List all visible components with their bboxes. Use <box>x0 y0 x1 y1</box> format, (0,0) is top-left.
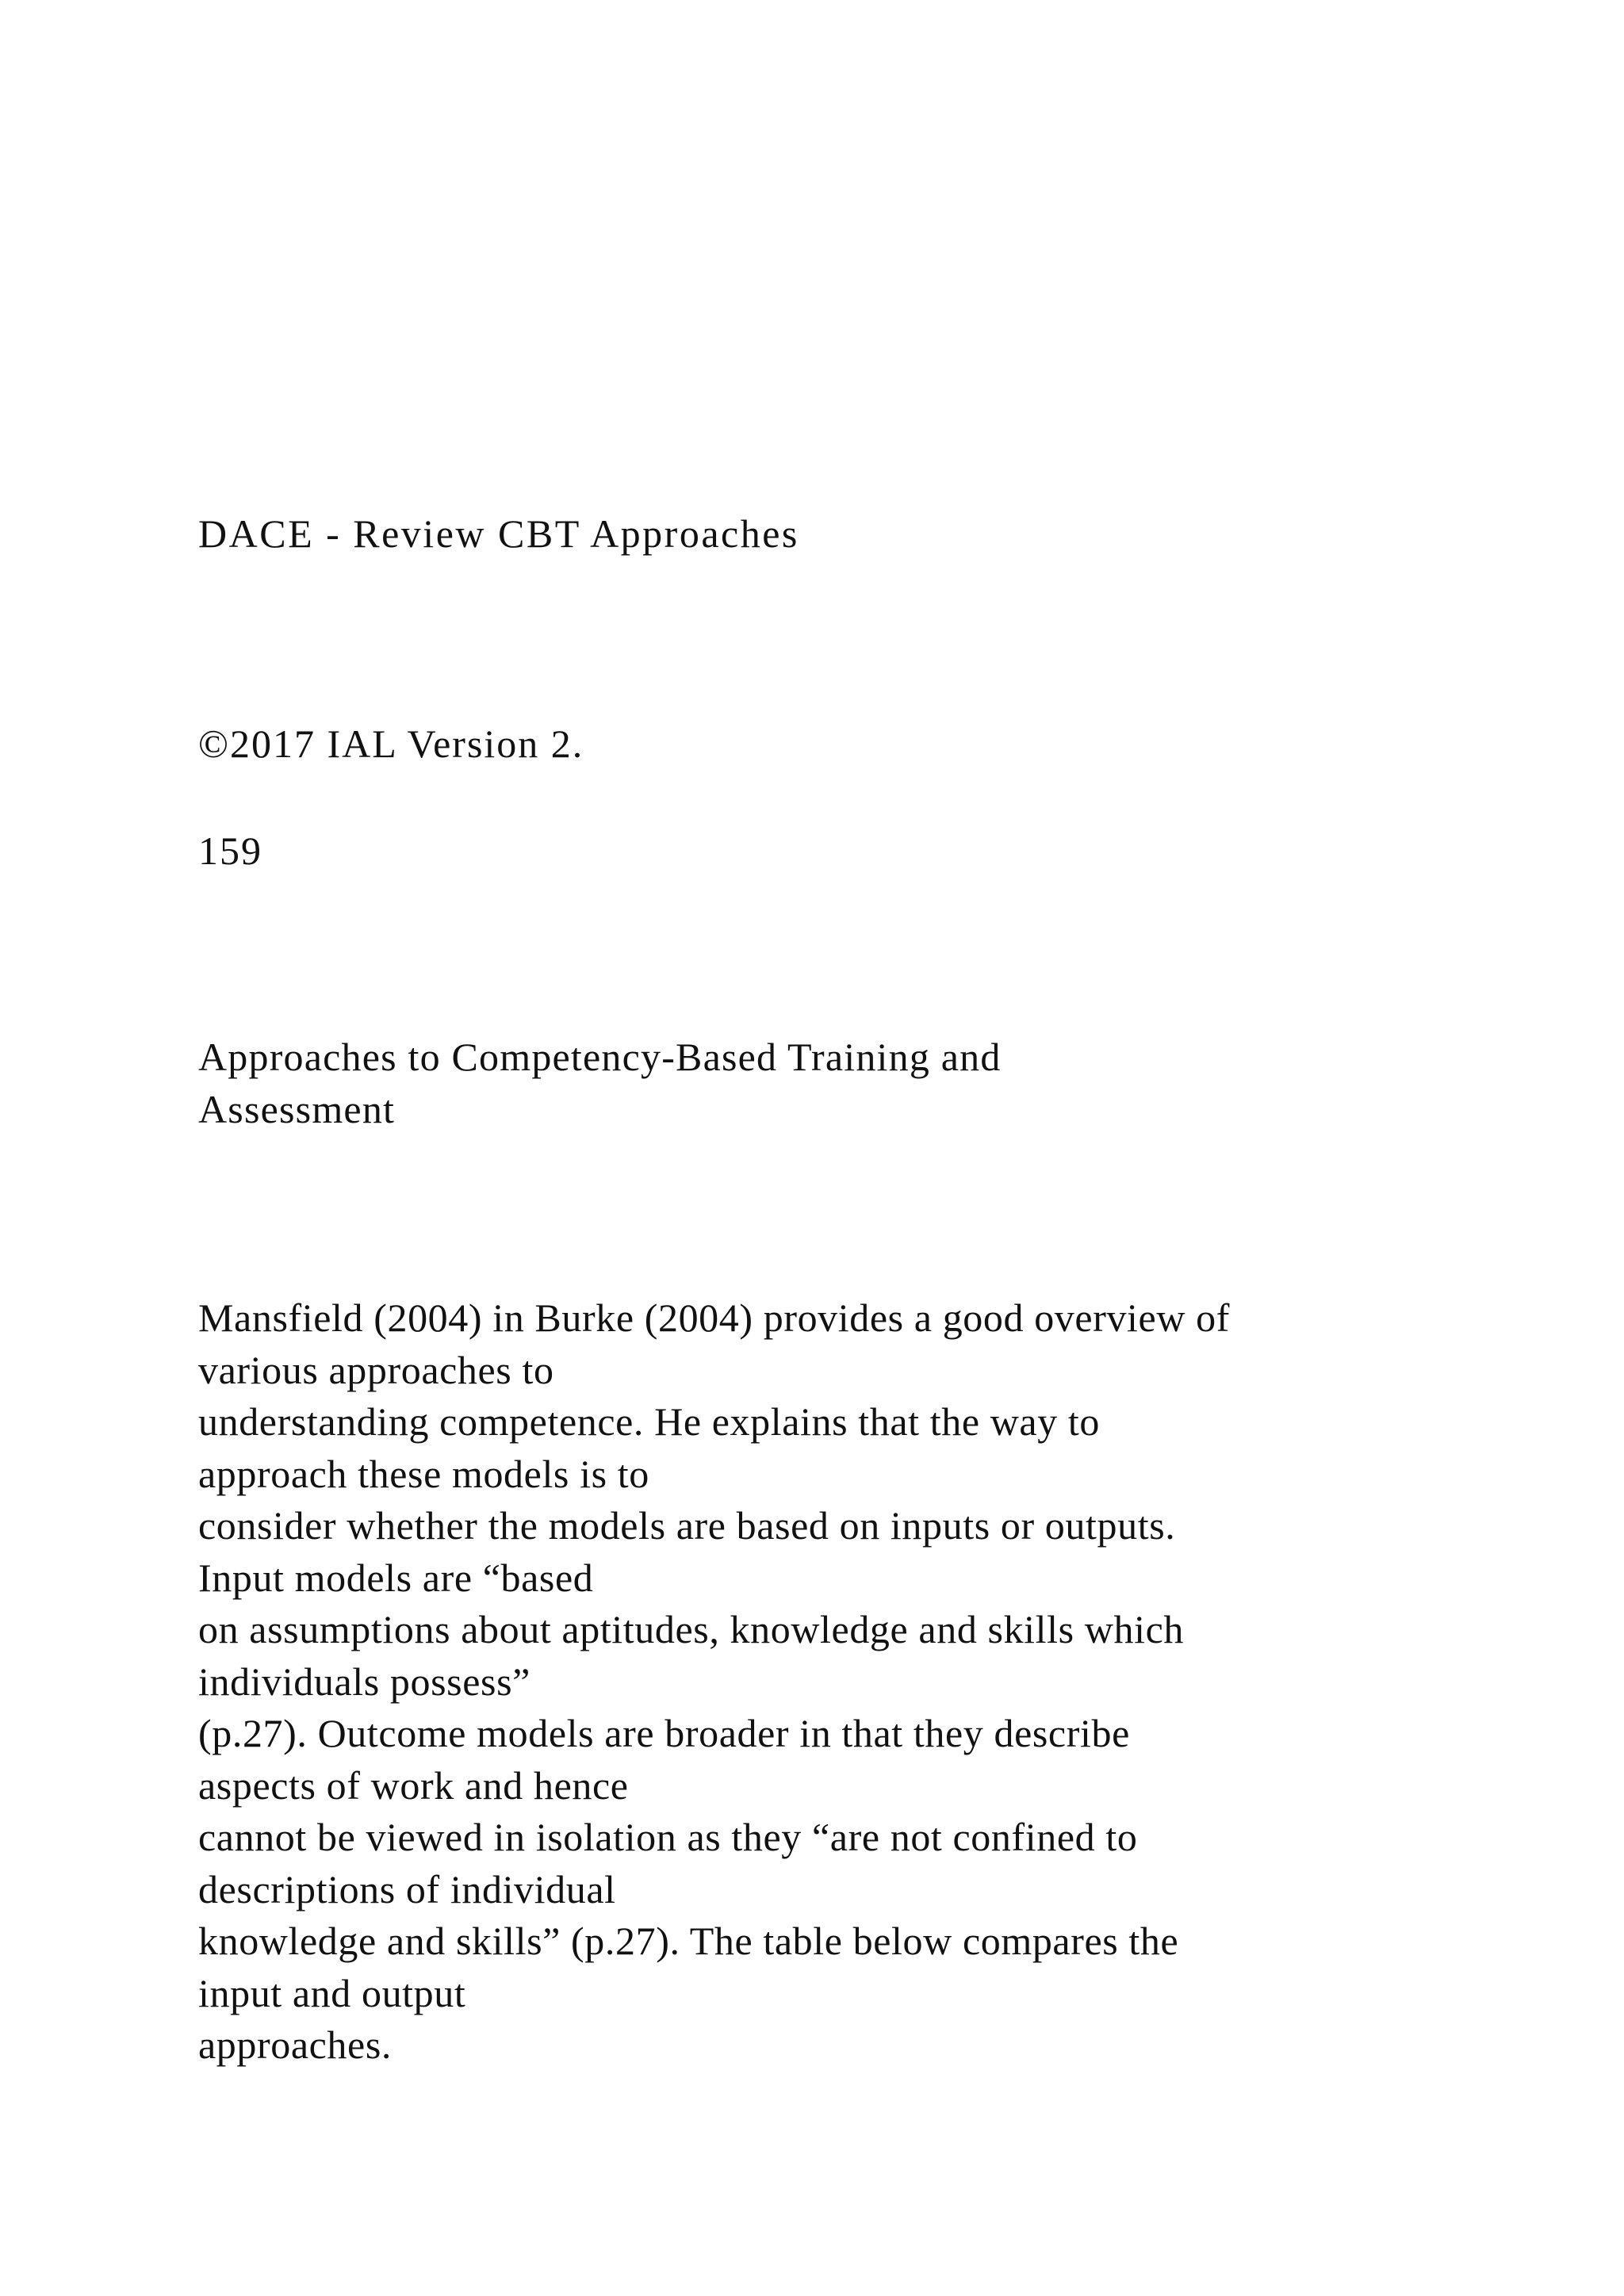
body-line: on assumptions about aptitudes, knowledge and skills which <box>198 1607 1185 1651</box>
body-line: (p.27). Outcome models are broader in that they describe <box>198 1711 1130 1755</box>
body-line: Input models are “based <box>198 1555 594 1600</box>
body-line: knowledge and skills” (p.27). The table below compares the <box>198 1919 1179 1963</box>
body-line: Mansfield (2004) in Burke (2004) provides a good overview of <box>198 1295 1230 1340</box>
body-line: various approaches to <box>198 1347 554 1392</box>
body-line: consider whether the models are based on inputs or outputs. <box>198 1503 1176 1548</box>
body-line: approach these models is to <box>198 1451 649 1496</box>
document-header: DACE - Review CBT Approaches <box>198 511 799 556</box>
body-line: cannot be viewed in isolation as they “are not confined to <box>198 1815 1138 1859</box>
body-paragraph <box>198 1292 1230 2072</box>
copyright-notice: ©2017 IAL Version 2. <box>198 721 584 766</box>
body-line: understanding competence. He explains that the way to <box>198 1399 1100 1444</box>
section-title <box>198 1031 1002 1135</box>
body-line: individuals possess” <box>198 1659 530 1704</box>
page-number: 159 <box>198 828 262 873</box>
body-line: descriptions of individual <box>198 1866 616 1911</box>
section-title-line: Approaches to Competency-Based Training and <box>198 1035 1002 1079</box>
body-line: aspects of work and hence <box>198 1762 629 1808</box>
body-line: approaches. <box>198 2022 392 2067</box>
body-line: input and output <box>198 1970 466 2015</box>
section-title-line: Assessment <box>198 1087 396 1131</box>
